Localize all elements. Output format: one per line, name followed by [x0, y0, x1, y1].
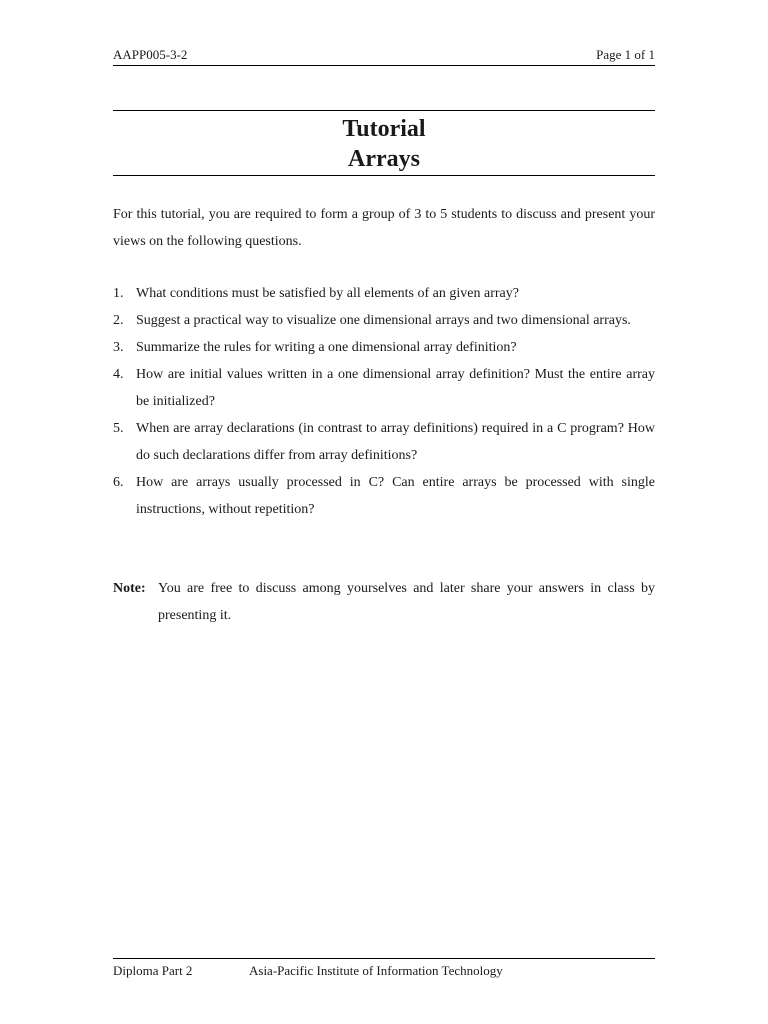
question-text: When are array declarations (in contrast to array definitions) required in a C program? How do such declarations differ from array definitions?	[136, 421, 655, 463]
question-item	[113, 469, 655, 523]
question-text: How are arrays usually processed in C? Can entire arrays be processed with single instructions, without repetition?	[136, 475, 655, 517]
page-header	[113, 45, 655, 66]
module-code: AAPP005-3-2	[113, 47, 188, 62]
question-number: 6.	[113, 475, 124, 490]
question-text: How are initial values written in a one dimensional array definition? Must the entire array be initialized?	[136, 367, 655, 409]
note-section	[113, 575, 655, 629]
question-text: What conditions must be satisfied by all elements of an given array?	[136, 286, 519, 301]
question-number: 1.	[113, 286, 124, 301]
document-subtitle: Arrays	[348, 146, 420, 172]
question-number: 5.	[113, 421, 124, 436]
question-number: 4.	[113, 367, 124, 382]
question-number: 3.	[113, 340, 124, 355]
page-footer	[113, 958, 655, 983]
question-text: Summarize the rules for writing a one dimensional array definition?	[136, 340, 517, 355]
question-item	[113, 307, 655, 334]
question-list	[113, 280, 655, 523]
intro-paragraph: For this tutorial, you are required to form a group of 3 to 5 students to discuss and present your views on the following questions.	[113, 207, 655, 249]
question-item	[113, 361, 655, 415]
footer-institution: Asia-Pacific Institute of Information Technology	[249, 963, 503, 978]
document-title: Tutorial	[342, 116, 426, 142]
note-text: You are free to discuss among yourselves and later share your answers in class by presenting it.	[158, 581, 655, 623]
page-number: Page 1 of 1	[596, 47, 655, 62]
question-number: 2.	[113, 313, 124, 328]
question-item	[113, 280, 655, 307]
note-label: Note:	[113, 581, 146, 596]
question-text: Suggest a practical way to visualize one dimensional arrays and two dimensional arrays.	[136, 313, 631, 328]
question-item	[113, 334, 655, 361]
title-block	[113, 110, 655, 176]
footer-program: Diploma Part 2	[113, 963, 193, 978]
question-item	[113, 415, 655, 469]
